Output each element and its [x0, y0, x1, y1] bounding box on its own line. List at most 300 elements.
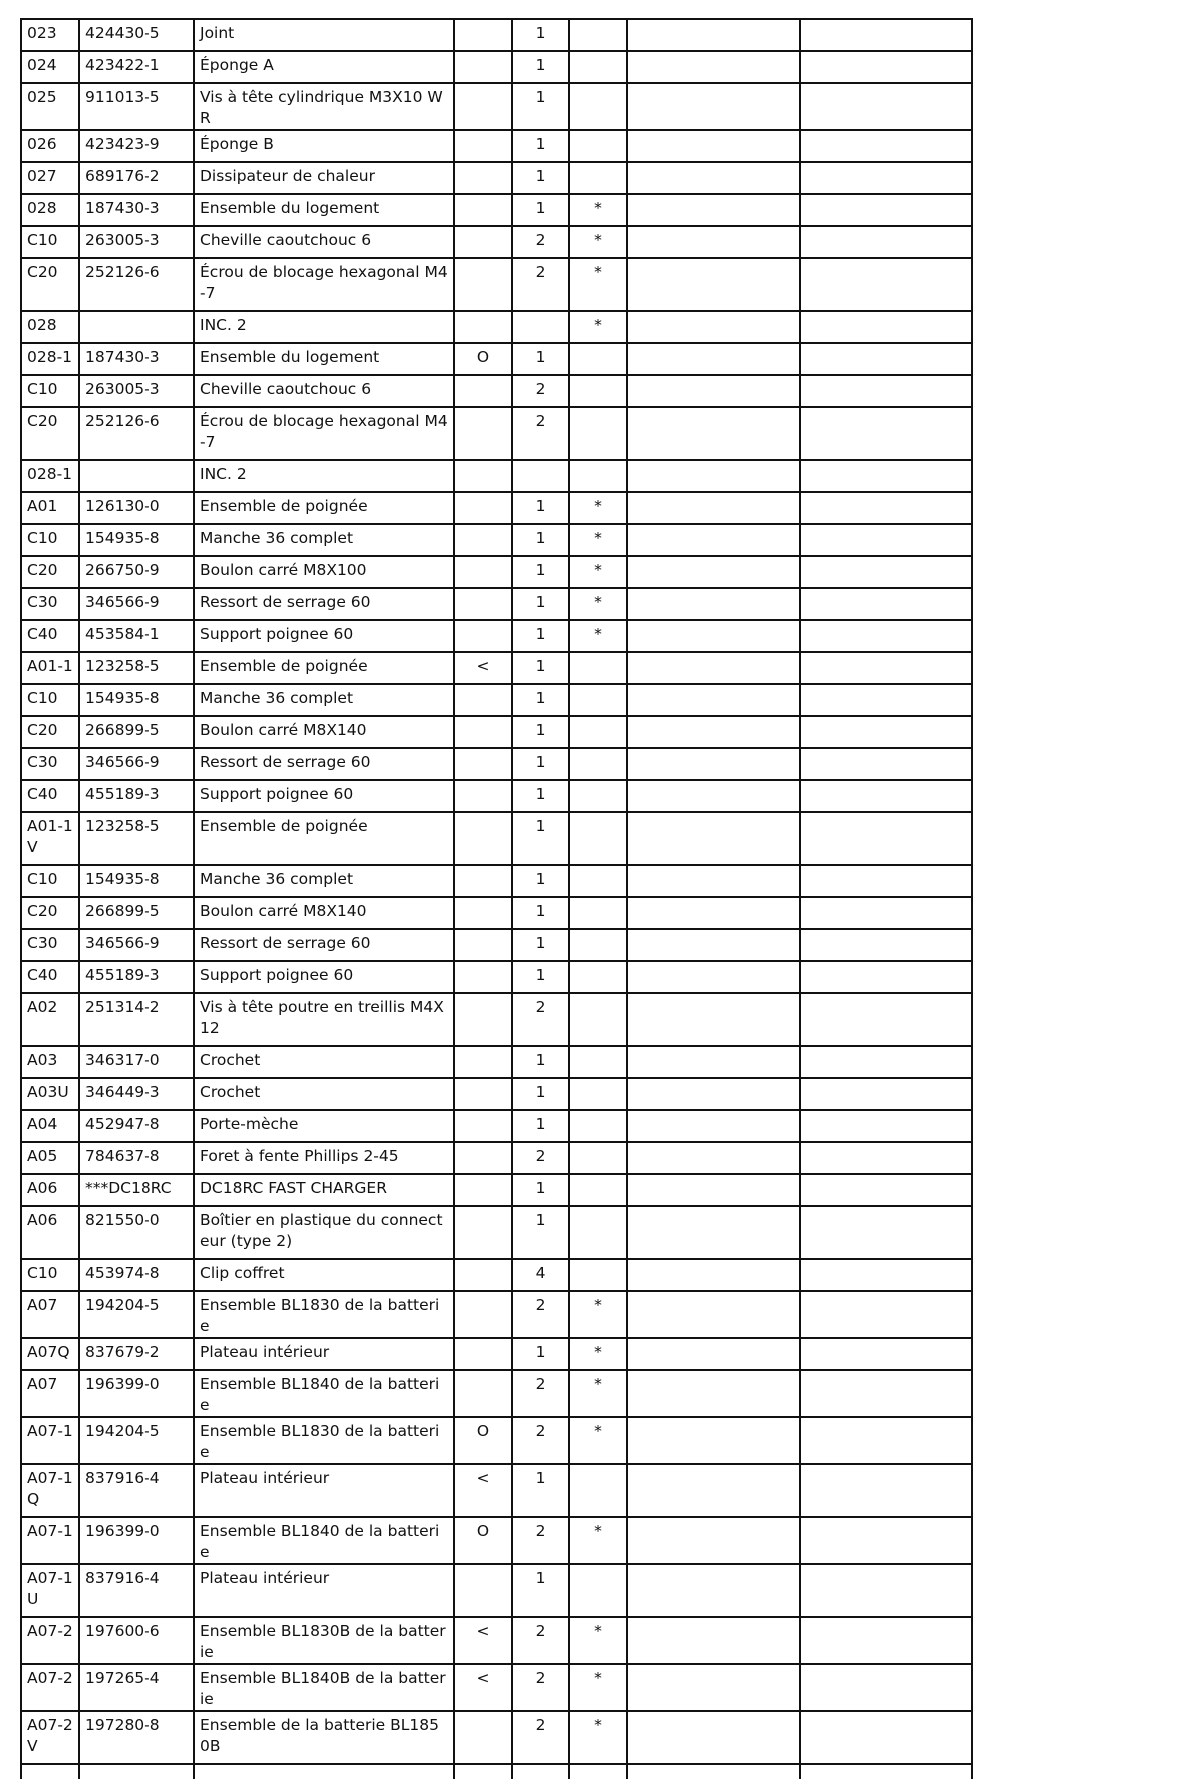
quantity-cell: 1	[512, 748, 569, 780]
description-cell: Plateau intérieur	[194, 1464, 454, 1517]
continued-cell	[21, 1764, 79, 1779]
quantity-cell: 2	[512, 1142, 569, 1174]
empty-cell-b	[800, 716, 972, 748]
part-number-cell: 689176-2	[79, 162, 194, 194]
table-row	[21, 162, 972, 194]
part-number-cell: 196399-0	[79, 1370, 194, 1417]
description-cell: Foret à fente Phillips 2-45	[194, 1142, 454, 1174]
part-number-cell: 123258-5	[79, 652, 194, 684]
item-number-cell: C30	[21, 588, 79, 620]
mark-cell	[569, 51, 627, 83]
item-number-cell: A02	[21, 993, 79, 1046]
description-cell: Plateau intérieur	[194, 1564, 454, 1617]
description-cell: Manche 36 complet	[194, 684, 454, 716]
empty-cell-a	[627, 375, 800, 407]
empty-cell-b	[800, 407, 972, 460]
item-number-cell: 024	[21, 51, 79, 83]
quantity-cell: 1	[512, 780, 569, 812]
table-row	[21, 1338, 972, 1370]
note-cell	[454, 194, 512, 226]
empty-cell-b	[800, 620, 972, 652]
item-number-cell: A07-1	[21, 1417, 79, 1464]
description-cell: Boulon carré M8X140	[194, 716, 454, 748]
empty-cell-b	[800, 311, 972, 343]
note-cell	[454, 716, 512, 748]
quantity-cell: 1	[512, 162, 569, 194]
note-cell	[454, 556, 512, 588]
quantity-cell: 1	[512, 1338, 569, 1370]
note-cell	[454, 375, 512, 407]
continued-cell	[800, 1764, 972, 1779]
item-number-cell: A07	[21, 1370, 79, 1417]
parts-table-body	[21, 19, 972, 1779]
description-cell: Support poignee 60	[194, 620, 454, 652]
table-row	[21, 1291, 972, 1338]
mark-cell	[569, 961, 627, 993]
quantity-cell: 1	[512, 1110, 569, 1142]
mark-cell	[569, 865, 627, 897]
quantity-cell: 1	[512, 897, 569, 929]
part-number-cell	[79, 311, 194, 343]
empty-cell-b	[800, 929, 972, 961]
empty-cell-b	[800, 993, 972, 1046]
table-row	[21, 1259, 972, 1291]
empty-cell-b	[800, 1338, 972, 1370]
description-cell: Éponge B	[194, 130, 454, 162]
quantity-cell: 2	[512, 226, 569, 258]
table-row	[21, 812, 972, 865]
part-number-cell: 263005-3	[79, 375, 194, 407]
description-cell: Boîtier en plastique du connecteur (type 2)	[194, 1206, 454, 1259]
empty-cell-a	[627, 1564, 800, 1617]
empty-cell-b	[800, 1564, 972, 1617]
table-row	[21, 492, 972, 524]
item-number-cell: C20	[21, 897, 79, 929]
note-cell	[454, 1110, 512, 1142]
quantity-cell: 1	[512, 83, 569, 130]
empty-cell-b	[800, 1142, 972, 1174]
item-number-cell: 025	[21, 83, 79, 130]
note-cell	[454, 1078, 512, 1110]
note-cell: O	[454, 1517, 512, 1564]
empty-cell-b	[800, 1206, 972, 1259]
description-cell: Ensemble BL1830 de la batterie	[194, 1417, 454, 1464]
item-number-cell: C40	[21, 620, 79, 652]
empty-cell-b	[800, 343, 972, 375]
item-number-cell: C30	[21, 748, 79, 780]
description-cell: Ensemble du logement	[194, 343, 454, 375]
item-number-cell: A06	[21, 1174, 79, 1206]
item-number-cell: A07	[21, 1291, 79, 1338]
item-number-cell: C10	[21, 524, 79, 556]
empty-cell-a	[627, 226, 800, 258]
table-row	[21, 556, 972, 588]
mark-cell	[569, 993, 627, 1046]
description-cell: Porte-mèche	[194, 1110, 454, 1142]
description-cell: INC. 2	[194, 460, 454, 492]
mark-cell	[569, 343, 627, 375]
part-number-cell: 911013-5	[79, 83, 194, 130]
part-number-cell: 266899-5	[79, 897, 194, 929]
table-row	[21, 993, 972, 1046]
empty-cell-a	[627, 343, 800, 375]
description-cell: Ensemble BL1840 de la batterie	[194, 1517, 454, 1564]
empty-cell-b	[800, 748, 972, 780]
note-cell	[454, 226, 512, 258]
empty-cell-a	[627, 1664, 800, 1711]
empty-cell-b	[800, 684, 972, 716]
mark-cell	[569, 162, 627, 194]
note-cell	[454, 1174, 512, 1206]
item-number-cell: A06	[21, 1206, 79, 1259]
item-number-cell: C10	[21, 865, 79, 897]
quantity-cell: 1	[512, 130, 569, 162]
empty-cell-a	[627, 1046, 800, 1078]
mark-cell	[569, 1046, 627, 1078]
part-number-cell: 252126-6	[79, 258, 194, 311]
empty-cell-a	[627, 588, 800, 620]
table-row	[21, 1142, 972, 1174]
table-row	[21, 343, 972, 375]
empty-cell-b	[800, 1617, 972, 1664]
mark-cell	[569, 1206, 627, 1259]
part-number-cell: 837916-4	[79, 1464, 194, 1517]
note-cell	[454, 311, 512, 343]
note-cell	[454, 780, 512, 812]
quantity-cell: 2	[512, 1617, 569, 1664]
part-number-cell: 251314-2	[79, 993, 194, 1046]
description-cell: Dissipateur de chaleur	[194, 162, 454, 194]
quantity-cell: 1	[512, 812, 569, 865]
part-number-cell: ***DC18RC	[79, 1174, 194, 1206]
mark-cell: *	[569, 1617, 627, 1664]
empty-cell-b	[800, 1291, 972, 1338]
note-cell: <	[454, 1617, 512, 1664]
item-number-cell: C10	[21, 226, 79, 258]
table-row	[21, 1078, 972, 1110]
part-number-cell: 126130-0	[79, 492, 194, 524]
description-cell: Ressort de serrage 60	[194, 588, 454, 620]
part-number-cell: 197265-4	[79, 1664, 194, 1711]
description-cell: Ressort de serrage 60	[194, 929, 454, 961]
description-cell: Crochet	[194, 1078, 454, 1110]
empty-cell-a	[627, 1711, 800, 1764]
part-number-cell: 455189-3	[79, 780, 194, 812]
empty-cell-a	[627, 311, 800, 343]
part-number-cell: 154935-8	[79, 684, 194, 716]
part-number-cell: 197280-8	[79, 1711, 194, 1764]
empty-cell-a	[627, 1617, 800, 1664]
quantity-cell: 1	[512, 1078, 569, 1110]
mark-cell: *	[569, 1291, 627, 1338]
table-row	[21, 1110, 972, 1142]
empty-cell-a	[627, 1417, 800, 1464]
mark-cell	[569, 1174, 627, 1206]
note-cell	[454, 460, 512, 492]
quantity-cell: 1	[512, 588, 569, 620]
part-number-cell: 821550-0	[79, 1206, 194, 1259]
table-row	[21, 226, 972, 258]
part-number-cell: 452947-8	[79, 1110, 194, 1142]
note-cell	[454, 1370, 512, 1417]
item-number-cell: C40	[21, 961, 79, 993]
mark-cell: *	[569, 492, 627, 524]
part-number-cell: 784637-8	[79, 1142, 194, 1174]
quantity-cell: 1	[512, 19, 569, 51]
item-number-cell: A07-2	[21, 1664, 79, 1711]
empty-cell-a	[627, 961, 800, 993]
quantity-cell: 1	[512, 194, 569, 226]
note-cell	[454, 162, 512, 194]
item-number-cell: A03U	[21, 1078, 79, 1110]
mark-cell: *	[569, 311, 627, 343]
quantity-cell: 1	[512, 652, 569, 684]
quantity-cell: 2	[512, 1291, 569, 1338]
table-row	[21, 897, 972, 929]
empty-cell-b	[800, 83, 972, 130]
part-number-cell: 154935-8	[79, 865, 194, 897]
empty-cell-a	[627, 748, 800, 780]
mark-cell	[569, 1259, 627, 1291]
note-cell	[454, 748, 512, 780]
table-row	[21, 716, 972, 748]
empty-cell-a	[627, 83, 800, 130]
note-cell	[454, 1564, 512, 1617]
table-row	[21, 1206, 972, 1259]
part-number-cell: 423423-9	[79, 130, 194, 162]
part-number-cell: 423422-1	[79, 51, 194, 83]
part-number-cell: 266899-5	[79, 716, 194, 748]
description-cell: Écrou de blocage hexagonal M4-7	[194, 407, 454, 460]
part-number-cell: 154935-8	[79, 524, 194, 556]
item-number-cell: C20	[21, 407, 79, 460]
table-row	[21, 194, 972, 226]
item-number-cell: C20	[21, 258, 79, 311]
mark-cell	[569, 1078, 627, 1110]
note-cell	[454, 19, 512, 51]
quantity-cell: 1	[512, 1174, 569, 1206]
quantity-cell: 1	[512, 1464, 569, 1517]
description-cell: Ensemble du logement	[194, 194, 454, 226]
mark-cell	[569, 460, 627, 492]
note-cell	[454, 1142, 512, 1174]
item-number-cell: A03	[21, 1046, 79, 1078]
quantity-cell: 1	[512, 1564, 569, 1617]
empty-cell-b	[800, 492, 972, 524]
item-number-cell: A07-2	[21, 1617, 79, 1664]
empty-cell-a	[627, 652, 800, 684]
table-row	[21, 51, 972, 83]
empty-cell-b	[800, 1046, 972, 1078]
item-number-cell: C20	[21, 716, 79, 748]
empty-cell-b	[800, 226, 972, 258]
quantity-cell: 2	[512, 1664, 569, 1711]
item-number-cell: A07Q	[21, 1338, 79, 1370]
item-number-cell: A07-2V	[21, 1711, 79, 1764]
empty-cell-a	[627, 1517, 800, 1564]
part-number-cell: 837679-2	[79, 1338, 194, 1370]
note-cell	[454, 1291, 512, 1338]
empty-cell-b	[800, 1259, 972, 1291]
part-number-cell: 263005-3	[79, 226, 194, 258]
part-number-cell	[79, 460, 194, 492]
empty-cell-b	[800, 524, 972, 556]
note-cell	[454, 620, 512, 652]
note-cell	[454, 407, 512, 460]
description-cell: Cheville caoutchouc 6	[194, 226, 454, 258]
table-row	[21, 1417, 972, 1464]
note-cell	[454, 258, 512, 311]
table-row	[21, 1664, 972, 1711]
empty-cell-a	[627, 258, 800, 311]
mark-cell	[569, 652, 627, 684]
description-cell: Vis à tête cylindrique M3X10 WR	[194, 83, 454, 130]
part-number-cell: 194204-5	[79, 1417, 194, 1464]
item-number-cell: 028	[21, 311, 79, 343]
description-cell: Ensemble BL1840B de la batterie	[194, 1664, 454, 1711]
quantity-cell: 1	[512, 1206, 569, 1259]
empty-cell-a	[627, 1291, 800, 1338]
part-number-cell: 266750-9	[79, 556, 194, 588]
empty-cell-a	[627, 524, 800, 556]
empty-cell-a	[627, 1174, 800, 1206]
description-cell: Ressort de serrage 60	[194, 748, 454, 780]
mark-cell	[569, 407, 627, 460]
table-row	[21, 1617, 972, 1664]
description-cell: Cheville caoutchouc 6	[194, 375, 454, 407]
item-number-cell: 028-1	[21, 343, 79, 375]
table-row	[21, 130, 972, 162]
table-row	[21, 929, 972, 961]
empty-cell-a	[627, 929, 800, 961]
mark-cell: *	[569, 620, 627, 652]
quantity-cell: 2	[512, 1370, 569, 1417]
quantity-cell: 4	[512, 1259, 569, 1291]
quantity-cell: 1	[512, 51, 569, 83]
empty-cell-a	[627, 812, 800, 865]
quantity-cell: 1	[512, 684, 569, 716]
note-cell	[454, 1206, 512, 1259]
empty-cell-b	[800, 961, 972, 993]
quantity-cell: 2	[512, 1417, 569, 1464]
table-row	[21, 652, 972, 684]
empty-cell-a	[627, 716, 800, 748]
description-cell: Ensemble de la batterie BL1850B	[194, 1711, 454, 1764]
mark-cell: *	[569, 226, 627, 258]
table-row	[21, 1370, 972, 1417]
mark-cell: *	[569, 588, 627, 620]
mark-cell	[569, 897, 627, 929]
description-cell: DC18RC FAST CHARGER	[194, 1174, 454, 1206]
item-number-cell: C20	[21, 556, 79, 588]
empty-cell-a	[627, 556, 800, 588]
empty-cell-b	[800, 258, 972, 311]
mark-cell: *	[569, 1517, 627, 1564]
description-cell: Ensemble BL1840 de la batterie	[194, 1370, 454, 1417]
part-number-cell: 346317-0	[79, 1046, 194, 1078]
description-cell: Crochet	[194, 1046, 454, 1078]
table-row-continued	[21, 1764, 972, 1779]
table-row	[21, 407, 972, 460]
item-number-cell: 028-1	[21, 460, 79, 492]
note-cell	[454, 492, 512, 524]
table-row	[21, 258, 972, 311]
empty-cell-a	[627, 897, 800, 929]
part-number-cell: 194204-5	[79, 1291, 194, 1338]
quantity-cell: 2	[512, 375, 569, 407]
empty-cell-a	[627, 460, 800, 492]
table-row	[21, 961, 972, 993]
empty-cell-b	[800, 1174, 972, 1206]
note-cell: <	[454, 652, 512, 684]
item-number-cell: C10	[21, 375, 79, 407]
note-cell: <	[454, 1464, 512, 1517]
table-row	[21, 1174, 972, 1206]
quantity-cell	[512, 311, 569, 343]
description-cell: Clip coffret	[194, 1259, 454, 1291]
mark-cell	[569, 812, 627, 865]
mark-cell: *	[569, 1338, 627, 1370]
empty-cell-a	[627, 19, 800, 51]
note-cell	[454, 684, 512, 716]
empty-cell-a	[627, 194, 800, 226]
item-number-cell: A07-1	[21, 1517, 79, 1564]
note-cell	[454, 1338, 512, 1370]
mark-cell	[569, 1142, 627, 1174]
table-row	[21, 1564, 972, 1617]
empty-cell-b	[800, 865, 972, 897]
mark-cell	[569, 748, 627, 780]
mark-cell: *	[569, 556, 627, 588]
continued-cell	[79, 1764, 194, 1779]
empty-cell-b	[800, 1664, 972, 1711]
part-number-cell: 455189-3	[79, 961, 194, 993]
mark-cell: *	[569, 1711, 627, 1764]
item-number-cell: 027	[21, 162, 79, 194]
table-row	[21, 311, 972, 343]
table-row	[21, 748, 972, 780]
quantity-cell: 2	[512, 1517, 569, 1564]
item-number-cell: C40	[21, 780, 79, 812]
quantity-cell: 1	[512, 343, 569, 375]
part-number-cell: 346566-9	[79, 748, 194, 780]
table-row	[21, 524, 972, 556]
part-number-cell: 196399-0	[79, 1517, 194, 1564]
description-cell: Boulon carré M8X100	[194, 556, 454, 588]
item-number-cell: A01-1V	[21, 812, 79, 865]
empty-cell-a	[627, 865, 800, 897]
table-row	[21, 83, 972, 130]
description-cell: Manche 36 complet	[194, 865, 454, 897]
empty-cell-b	[800, 1078, 972, 1110]
continued-cell	[454, 1764, 512, 1779]
table-row	[21, 620, 972, 652]
part-number-cell: 187430-3	[79, 194, 194, 226]
table-row	[21, 780, 972, 812]
part-number-cell: 197600-6	[79, 1617, 194, 1664]
empty-cell-a	[627, 620, 800, 652]
empty-cell-b	[800, 1517, 972, 1564]
table-row	[21, 588, 972, 620]
item-number-cell: C10	[21, 684, 79, 716]
table-row	[21, 684, 972, 716]
item-number-cell: C30	[21, 929, 79, 961]
description-cell: Ensemble de poignée	[194, 492, 454, 524]
empty-cell-a	[627, 1206, 800, 1259]
empty-cell-b	[800, 162, 972, 194]
description-cell: Ensemble de poignée	[194, 652, 454, 684]
empty-cell-a	[627, 51, 800, 83]
